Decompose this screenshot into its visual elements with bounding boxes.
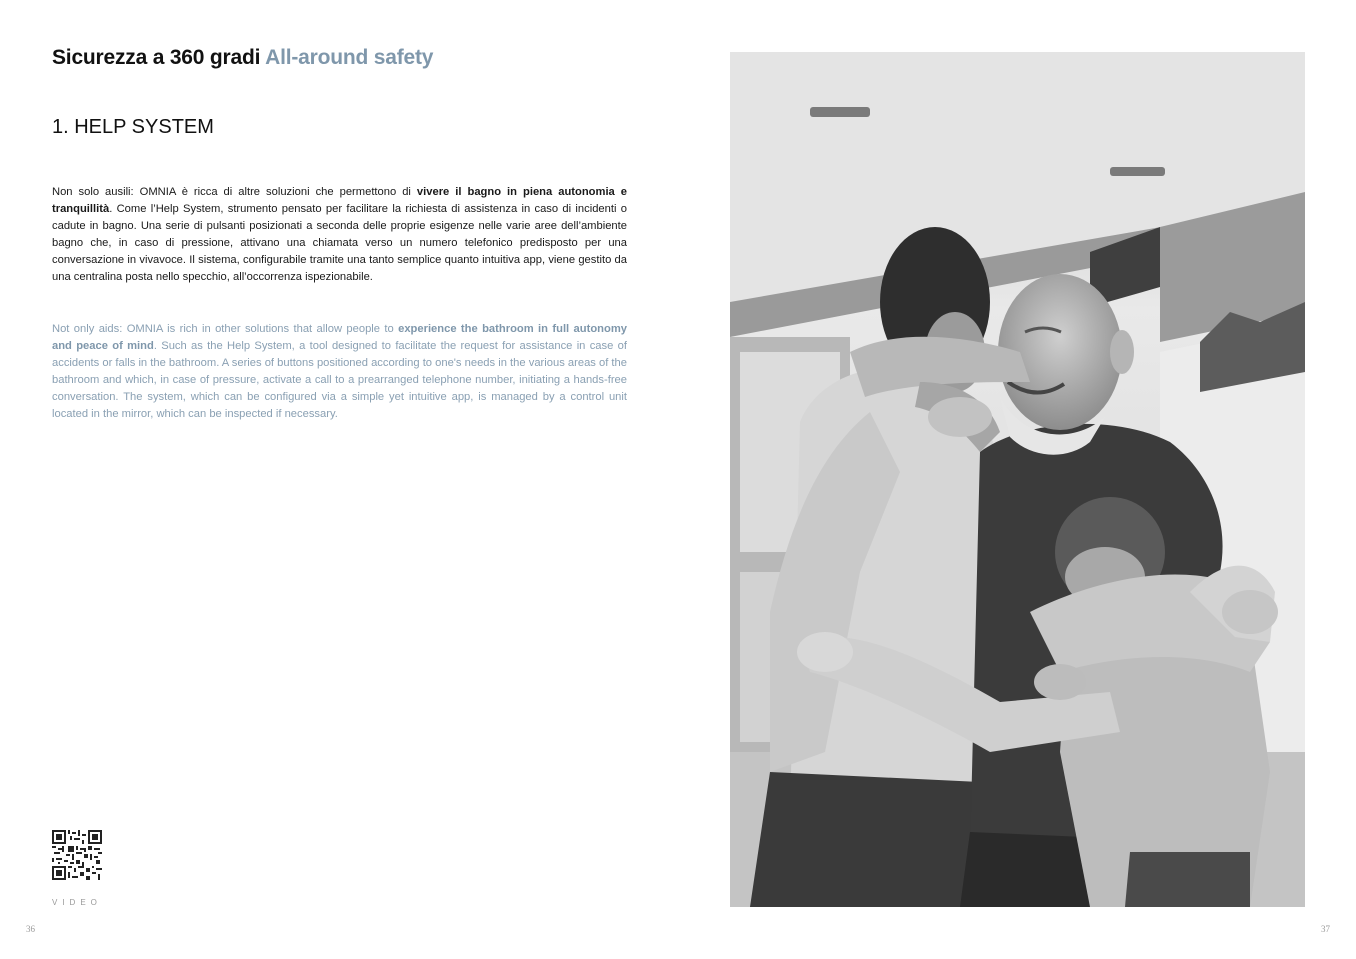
english-emphasis: experience the bathroom in full autonomy and peace of mind [52,323,627,353]
english-text-1: Not only aids: OMNIA is rich in other solutions that allow people to [52,323,399,335]
page-title [52,46,433,70]
page-number-right: 37 [1321,924,1330,934]
english-paragraph [52,321,627,424]
video-label: VIDEO [52,898,102,907]
title-english: All-around safety [265,46,434,69]
qr-code-icon[interactable] [52,830,102,880]
section-heading: 1. HELP SYSTEM [52,116,214,138]
page-number-left: 36 [26,924,35,934]
italian-paragraph [52,184,627,287]
italian-emphasis: vivere il bagno in piena autonomia e tranquillità [52,186,628,216]
italian-text-2: . Come l’Help System, strumento pensato per facilitare la richiesta di assistenza in caso di incidenti o cadute in bagno. Una serie di pulsanti posizionati a seconda delle proprie esigenze nelle varie aree dell’ambiente bagno che, in caso di pressione, attivano una chiamata verso un numero telefonico predisposto per una conversazione in vivavoce. Il sistema, configurabile tramite una tanto semplice quanto intuitiva app, viene gestito da una centralina posta nello specchio, all’occorrenza ispezionabile. [52,203,627,284]
title-italian: Sicurezza a 360 gradi [52,46,261,69]
family-hug-photo [730,52,1305,907]
italian-text-1: Non solo ausili: OMNIA è ricca di altre soluzioni che permettono di [52,186,417,198]
english-text-2: . Such as the Help System, a tool designed to facilitate the request for assistance in case of accidents or falls in the bathroom. A series of buttons positioned according to one's needs in the various areas of the bathroom and which, in case of pressure, activate a call to a prearranged telephone number, initiating a hands-free conversation. The system, which can be configured via a simple yet intuitive app, is managed by a control unit located in the mirror, which can be inspected if necessary. [52,340,627,421]
